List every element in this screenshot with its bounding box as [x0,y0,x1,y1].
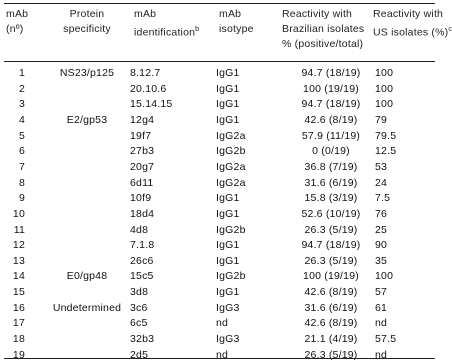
mab-identification-cell: 26c6 [130,254,154,267]
brazil-reactivity-cell: 100 (19/19) [303,82,359,95]
header-brazil-line3: % (positive/total) [282,38,364,50]
brazil-reactivity-cell: 94.7 (18/19) [301,98,361,111]
mab-isotype-cell: IgG1 [216,192,240,205]
mab-isotype-cell: IgG1 [216,98,240,111]
row-number-cell: 15 [12,286,25,299]
footnote-b-marker: b [195,26,200,33]
header-ident-line1: mAb [134,8,157,20]
brazil-reactivity-cell: 26.3 (5/19) [304,254,358,267]
us-reactivity-cell: 57.5 [375,333,397,346]
us-reactivity-cell: 76 [375,207,388,220]
table-row [0,268,440,284]
header-protein-line1: Protein [69,8,105,20]
us-reactivity-cell: 100 [375,270,394,283]
mab-identification-cell: 3c6 [130,301,148,314]
row-number-cell: 4 [18,113,25,126]
table-row [0,300,440,316]
mab-isotype-cell: IgG2a [216,160,246,173]
us-reactivity-cell: 24 [375,176,388,189]
mab-isotype-cell: IgG3 [216,301,240,314]
mab-identification-cell: 15c5 [130,270,154,283]
brazil-reactivity-cell: 0 (0/19) [312,145,350,158]
row-number-cell: 11 [13,223,25,236]
footnote-c-marker: c [448,26,452,33]
header-ident-line2 [134,22,214,41]
header-protein-line2: specificity [63,23,111,35]
brazil-reactivity-cell: 94.7 (18/19) [301,239,361,252]
header-isotype-line2: isotype [219,23,254,35]
header-brazil-line1: Reactivity with [282,8,353,20]
mab-isotype-cell: IgG1 [216,207,240,220]
table-row [0,65,440,81]
mab-isotype-cell: IgG1 [216,113,240,126]
table-row [0,222,440,238]
table-row [0,237,440,253]
row-number-cell: 6 [18,145,25,158]
header-brazil-line2: Brazilian isolates [282,23,365,35]
header-mab-identification [134,7,214,41]
brazil-reactivity-cell: 21.1 (4/19) [304,333,358,346]
mab-identification-cell: 7.1.8 [130,239,155,252]
mab-isotype-cell: IgG2b [216,270,246,283]
protein-specificity-cell: Undetermined [52,301,122,314]
protein-specificity-cell: E0/gp48 [66,270,108,283]
us-reactivity-cell: 100 [375,98,394,111]
table-row [0,206,440,222]
us-reactivity-cell: 7.5 [375,192,391,205]
table-row [0,347,440,363]
brazil-reactivity-cell: 52.6 (10/19) [301,207,361,220]
table-row [0,128,440,144]
us-reactivity-cell: 100 [375,82,394,95]
row-number-cell: 18 [12,333,25,346]
row-number-cell: 14 [12,270,25,283]
brazil-reactivity-cell: 42.6 (8/19) [304,286,358,299]
protein-specificity-cell: NS23/p125 [59,67,115,79]
table-row [0,190,440,206]
mab-isotype-cell: nd [216,317,229,330]
mab-isotype-cell: IgG1 [216,82,240,95]
us-reactivity-cell: nd [375,348,388,361]
mab-identification-cell: 20.10.6 [130,82,167,95]
mab-identification-cell: 10f9 [130,192,152,205]
mab-identification-cell: 20g7 [130,160,155,173]
mab-identification-cell: 2d5 [130,348,149,361]
table-row [0,143,440,159]
brazil-reactivity-cell: 57.9 (11/19) [301,129,361,142]
mab-identification-cell: 27b3 [130,145,155,158]
table-row [0,253,440,269]
us-reactivity-cell: 90 [375,239,388,252]
us-reactivity-cell: 35 [375,254,388,267]
brazil-reactivity-cell: 42.6 (8/19) [304,113,358,126]
mab-isotype-cell: IgG1 [216,239,240,252]
mab-identification-cell: 8.12.7 [130,67,161,79]
mab-identification-cell: 18d4 [130,207,155,220]
table-row [0,315,440,331]
mab-isotype-cell: IgG1 [216,254,240,267]
brazil-reactivity-cell: 36.8 (7/19) [304,160,358,173]
row-number-cell: 3 [18,98,25,111]
us-reactivity-cell: 79.5 [375,129,397,142]
row-number-cell: 8 [18,176,25,189]
top-rule [4,3,435,4]
table-row [0,112,440,128]
header-mab-isotype [219,7,279,37]
row-number-cell: 19 [12,348,25,361]
table-row [0,81,440,97]
row-number-cell: 9 [18,192,25,205]
table-row [0,96,440,112]
brazil-reactivity-cell: 26.3 (5/19) [304,348,358,361]
row-number-cell: 16 [12,301,25,314]
table-row [0,159,440,175]
table-row [0,175,440,191]
mab-identification-cell: 3d8 [130,286,149,299]
brazil-reactivity-cell: 100 (19/19) [303,270,359,283]
row-number-cell: 7 [18,160,25,173]
brazil-reactivity-cell: 26.3 (5/19) [304,223,358,236]
mab-isotype-cell: IgG2b [216,223,246,236]
protein-specificity-cell: E2/gp53 [66,113,108,126]
bottom-rule [4,358,435,359]
brazil-reactivity-cell: 15.8 (3/19) [304,192,358,205]
us-reactivity-cell: 57 [375,286,388,299]
mab-identification-cell: 32b3 [130,333,155,346]
row-number-cell: 1 [18,67,25,79]
mab-identification-cell: 4d8 [130,223,149,236]
header-mab-number [6,7,36,37]
header-us-reactivity [373,7,452,41]
us-reactivity-cell: 53 [375,160,388,173]
table-row [0,284,440,300]
header-mab-number-line1: mAb [6,8,29,20]
mab-identification-cell: 6d11 [130,176,154,189]
header-mab-number-line2: (nº) [6,23,24,35]
us-reactivity-cell: 79 [375,113,388,126]
header-us-line2 [373,22,452,41]
brazil-reactivity-cell: 31.6 (6/19) [304,176,358,189]
table-row [0,331,440,347]
header-us-line1: Reactivity with [373,8,444,20]
brazil-reactivity-cell: 31.6 (6/19) [304,301,358,314]
mab-isotype-cell: IgG2a [216,129,246,142]
header-us-text: US isolates (%) [373,26,449,39]
mab-isotype-cell: IgG1 [216,286,240,299]
row-number-cell: 10 [12,207,25,220]
mab-identification-cell: 15.14.15 [130,98,173,111]
header-rule [4,61,435,62]
us-reactivity-cell: 100 [375,67,394,79]
row-number-cell: 13 [12,254,25,267]
us-reactivity-cell: 25 [375,223,388,236]
header-brazilian-reactivity [282,7,377,52]
mab-identification-cell: 12g4 [130,113,155,126]
us-reactivity-cell: 61 [375,301,388,314]
mab-identification-cell: 6c5 [130,317,148,330]
mab-identification-cell: 19f7 [130,129,152,142]
mab-isotype-cell: IgG3 [216,333,240,346]
header-ident-text: identification [134,26,196,39]
row-number-cell: 12 [12,239,25,252]
mab-isotype-cell: IgG1 [216,67,240,79]
us-reactivity-cell: nd [375,317,388,330]
row-number-cell: 17 [12,317,25,330]
row-number-cell: 5 [18,129,25,142]
brazil-reactivity-cell: 94.7 (18/19) [301,67,361,79]
us-reactivity-cell: 12.5 [375,145,397,158]
mab-isotype-cell: IgG2a [216,176,246,189]
header-isotype-line1: mAb [219,8,242,20]
row-number-cell: 2 [18,82,25,95]
header-protein-specificity [47,7,127,37]
mab-isotype-cell: IgG2b [216,145,246,158]
brazil-reactivity-cell: 42.6 (8/19) [304,317,358,330]
mab-isotype-cell: nd [216,348,229,361]
